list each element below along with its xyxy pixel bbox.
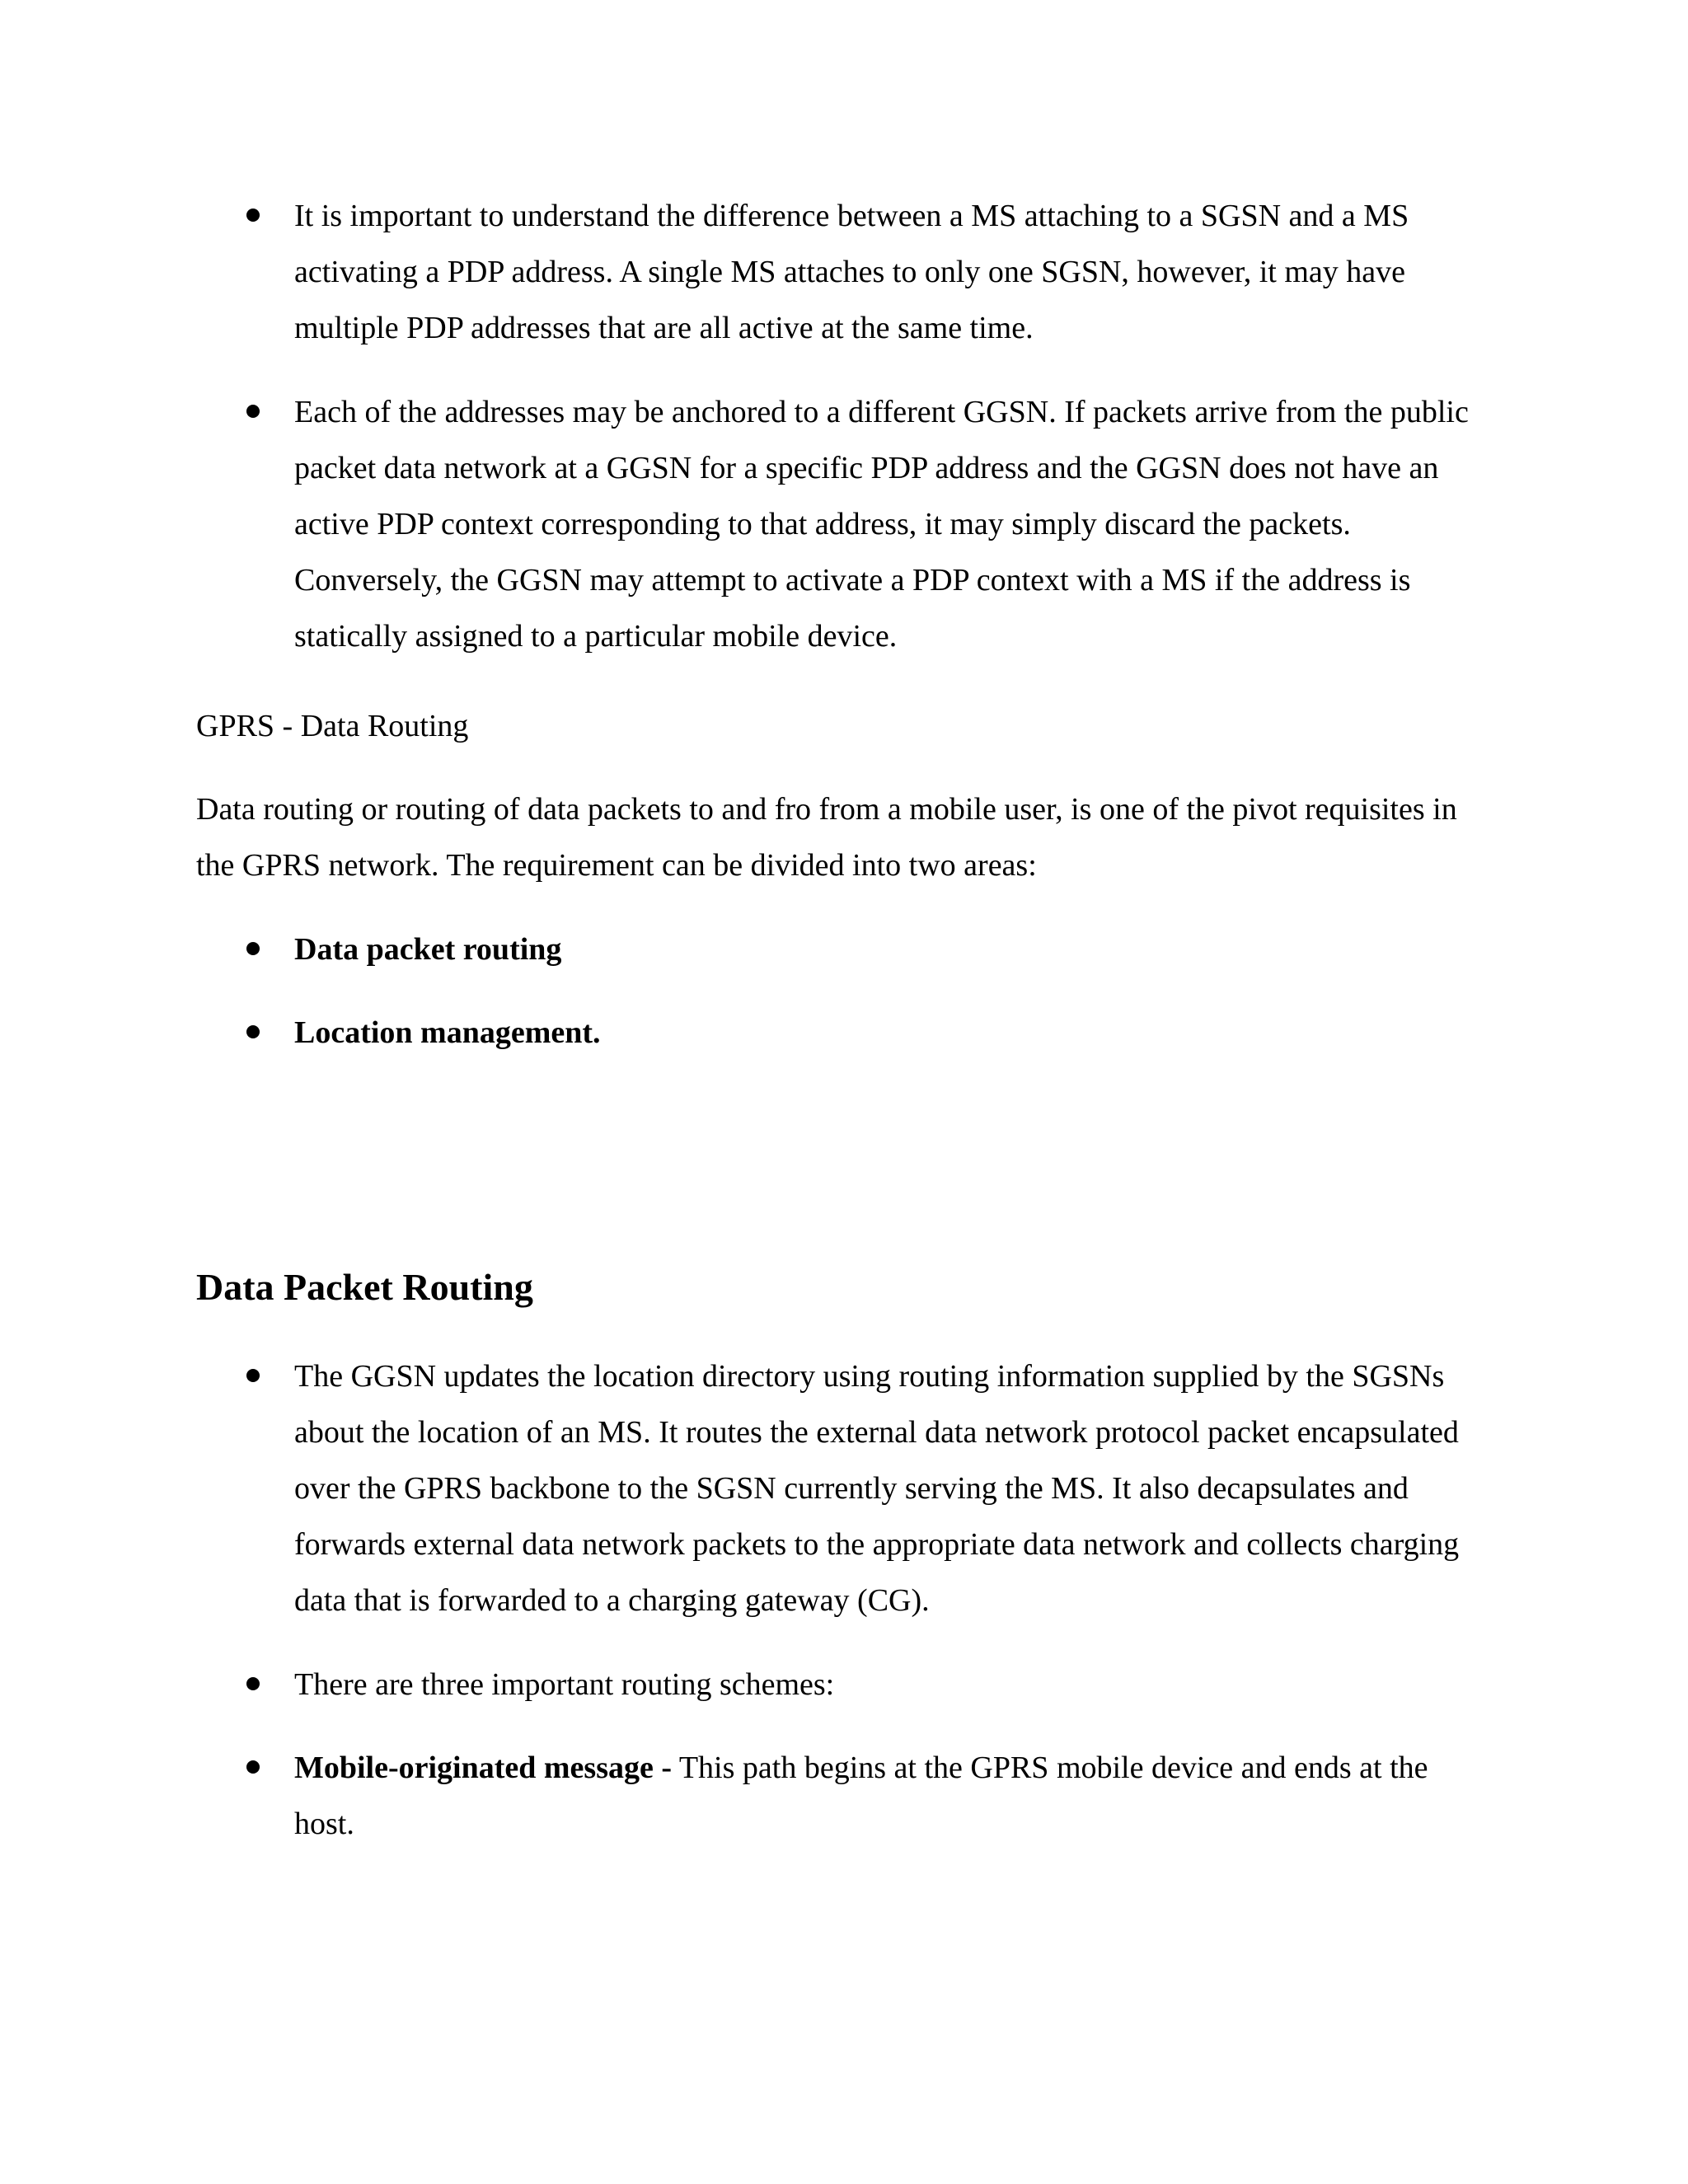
bullet-icon — [246, 209, 260, 222]
list-item — [196, 1005, 1482, 1061]
list-item-bold-lead: Mobile-originated message - — [294, 1750, 673, 1785]
intro-paragraph-block — [196, 781, 1482, 893]
pdp-bullet-list — [196, 188, 1482, 664]
list-item — [196, 1740, 1482, 1852]
areas-list — [196, 921, 1482, 1061]
heading-block — [196, 1259, 1482, 1315]
section-label: GPRS - Data Routing — [196, 709, 469, 743]
list-item-text: Data packet routing — [294, 932, 562, 967]
section-heading: Data Packet Routing — [196, 1266, 533, 1308]
list-item — [196, 384, 1482, 664]
bullet-icon — [246, 1025, 260, 1038]
bullet-icon — [246, 1677, 260, 1690]
routing-bullet-list — [196, 1348, 1482, 1852]
list-item — [196, 1657, 1482, 1713]
list-item — [196, 188, 1482, 356]
section-label-block — [196, 698, 1482, 754]
intro-paragraph: Data routing or routing of data packets to and fro from a mobile user, is one of the pivot requisites in the GPRS network. The requirement can be divided into two areas: — [196, 792, 1457, 883]
list-item-text: The GGSN updates the location directory using routing information supplied by the SGSNs about the location of an MS. It routes the external data network protocol packet encapsulated over the GPRS backbone to the SGSN currently serving the MS. It also decapsulates and forwards external data network packets to the appropriate data network and collects charging data that is forwarded to a charging gateway (CG). — [294, 1359, 1460, 1618]
list-item-text: Location management. — [294, 1015, 601, 1050]
list-item — [196, 1348, 1482, 1629]
list-item-text: There are three important routing schemes: — [294, 1667, 835, 1702]
list-item-text: It is important to understand the difference between a MS attaching to a SGSN and a MS activating a PDP address. A single MS attaches to only one SGSN, however, it may have multiple PDP addresses that are all active at the same time. — [294, 199, 1409, 345]
list-item-text: This path begins at the GPRS mobile device and ends at the host. — [294, 1750, 1428, 1841]
list-item-text: Each of the addresses may be anchored to a different GGSN. If packets arrive from the public packet data network at a GGSN for a specific PDP address and the GGSN does not have an active PDP context corresponding to that address, it may simply discard the packets. Conversely, the GGSN may attempt to activate a PDP context with a MS if the address is statically assigned to a particular mobile device. — [294, 395, 1469, 654]
list-item — [196, 921, 1482, 977]
bullet-icon — [246, 1760, 260, 1774]
bullet-icon — [246, 942, 260, 955]
bullet-icon — [246, 405, 260, 418]
bullet-icon — [246, 1369, 260, 1382]
